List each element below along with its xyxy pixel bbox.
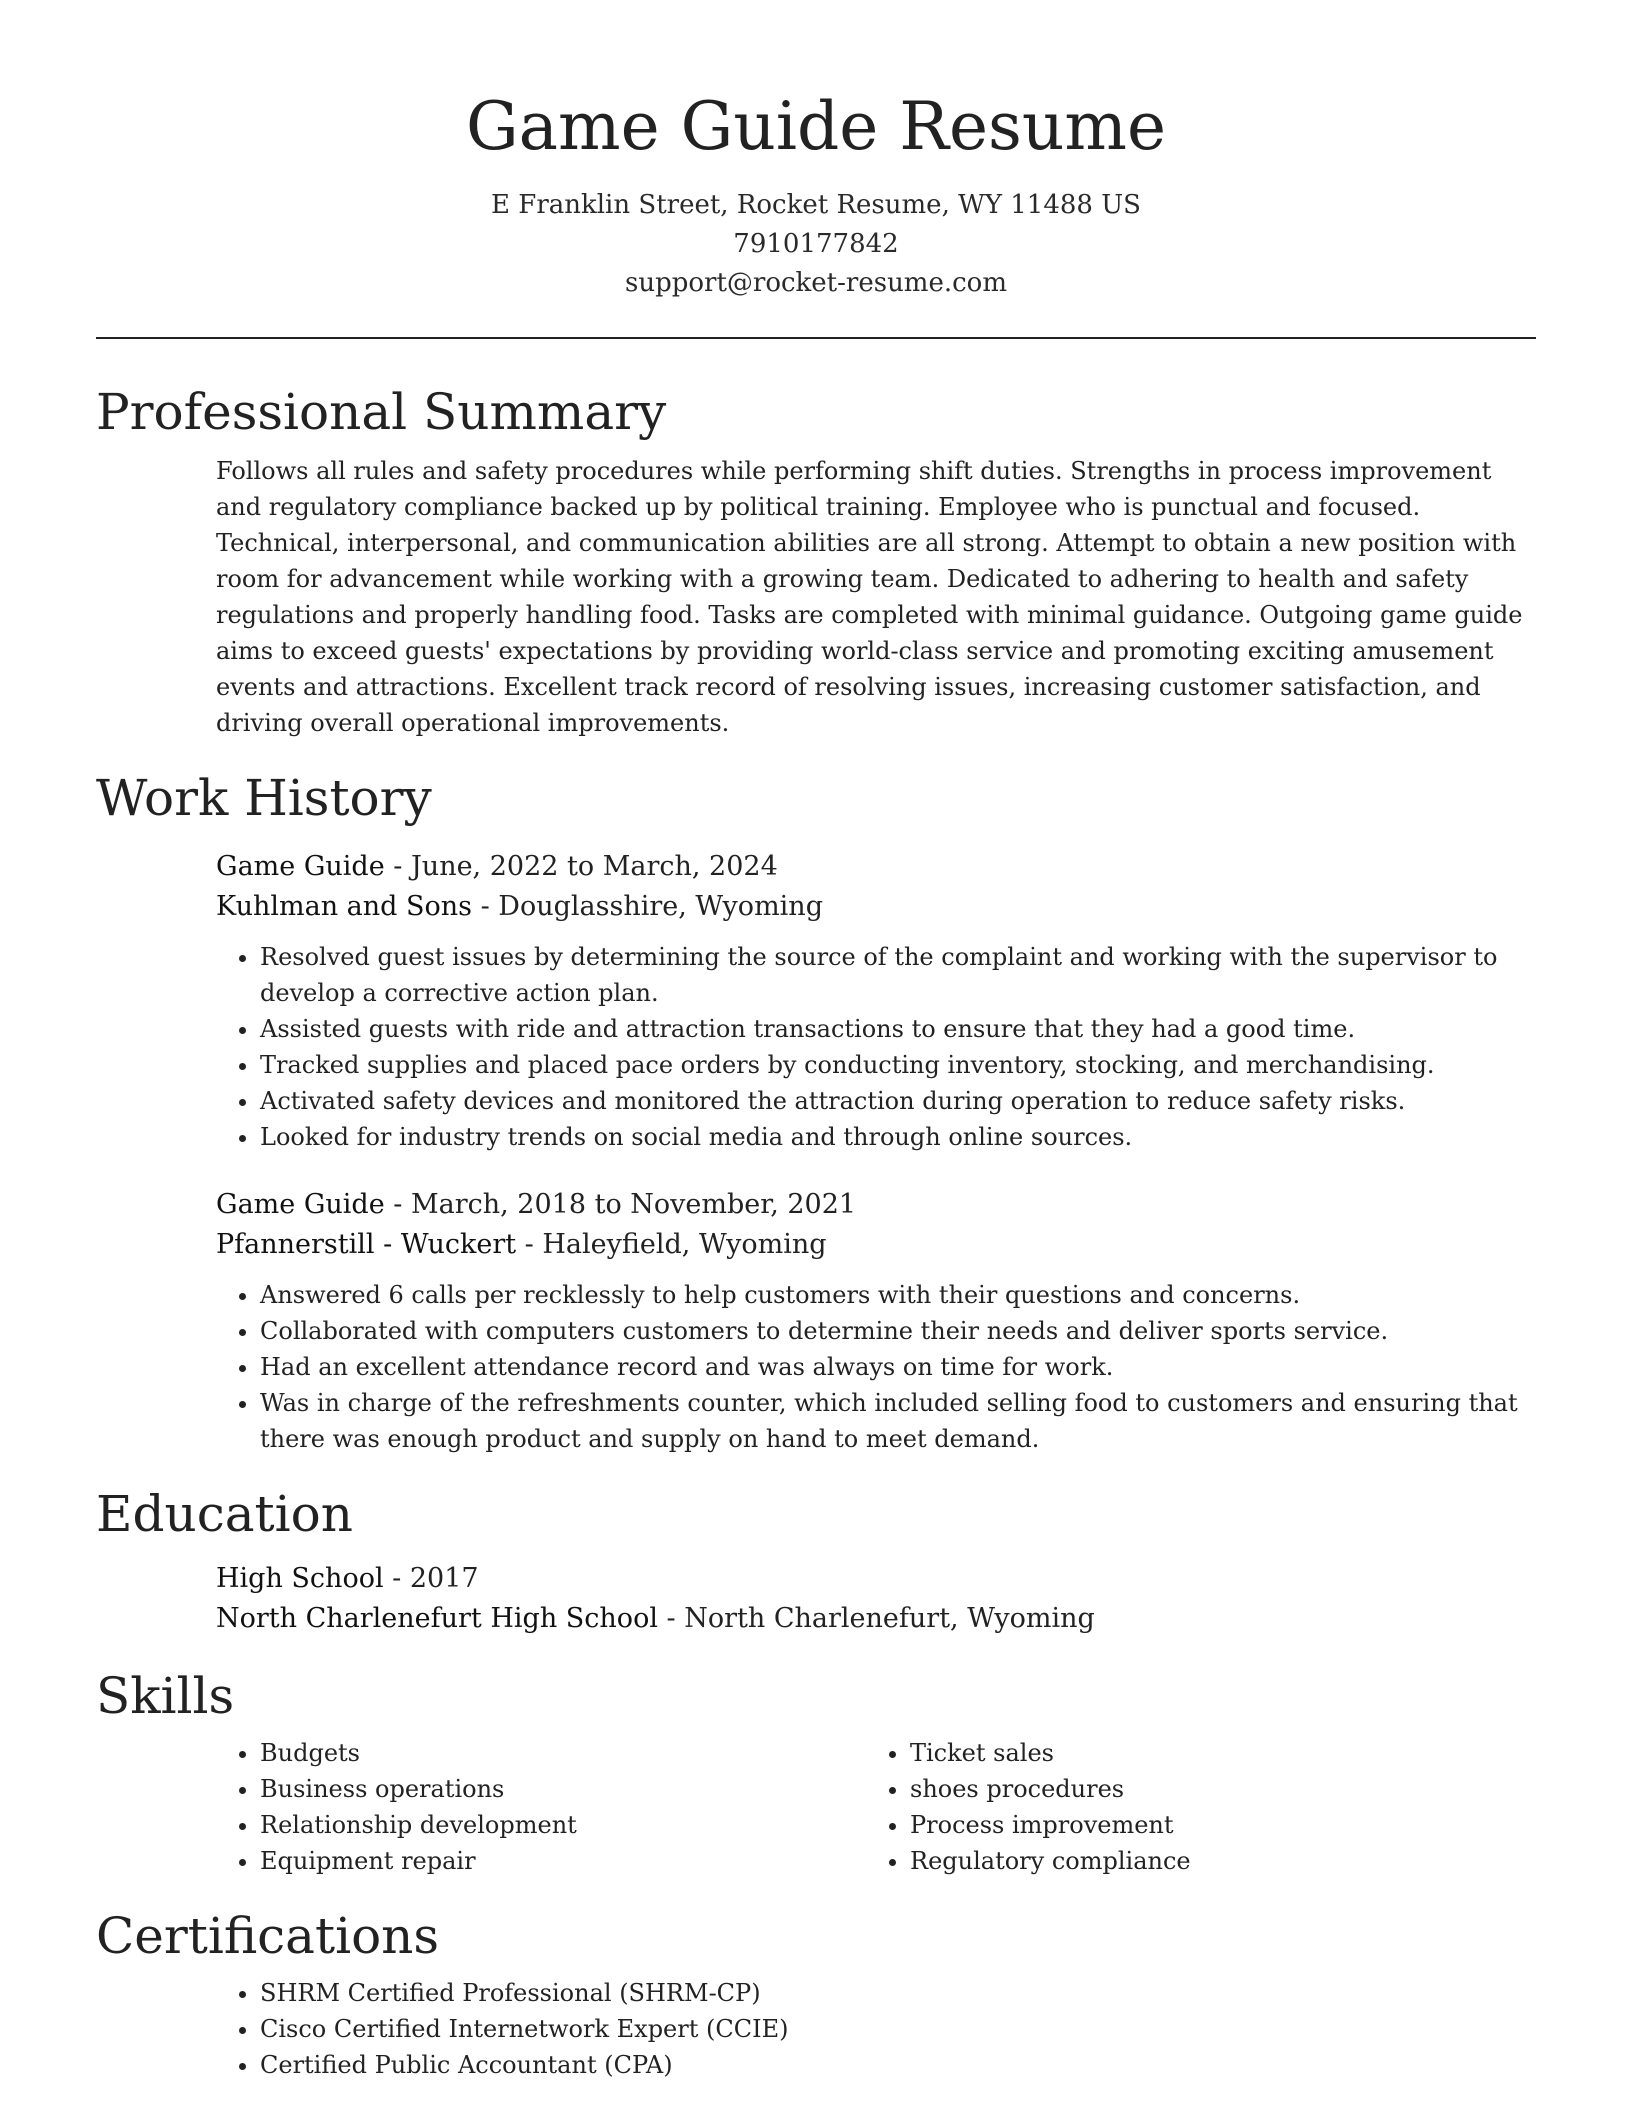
skills-section <box>96 1663 1536 1879</box>
list-item: • Collaborated with computers customers to determine their needs and deliver sports service. <box>260 1313 1536 1349</box>
list-item: • Cisco Certified Internetwork Expert (CCIE) <box>260 2011 1536 2047</box>
list-item: • Certified Public Accountant (CPA) <box>260 2047 1536 2083</box>
certifications-list <box>216 1975 1536 2083</box>
skills-grid <box>216 1735 1536 1879</box>
education-section <box>96 1481 1536 1639</box>
summary-heading: Professional Summary <box>96 383 667 441</box>
list-item: • Tracked supplies and placed pace orders by conducting inventory, stocking, and merchandising. <box>260 1047 1536 1083</box>
education-location: - North Charlenefurt, Wyoming <box>657 1603 1095 1634</box>
list-item: • Equipment repair <box>260 1843 866 1879</box>
list-item: • Assisted guests with ride and attraction transactions to ensure that they had a good time. <box>260 1011 1536 1047</box>
work-history-heading: Work History <box>96 769 432 827</box>
skills-list <box>866 1735 1516 1879</box>
email-address: support@rocket-resume.com <box>624 268 1007 298</box>
skills-list <box>216 1735 866 1879</box>
job-company-line <box>216 887 1536 927</box>
work-history-section <box>96 765 1536 1457</box>
education-degree-line <box>216 1559 1536 1599</box>
list-item: • Budgets <box>260 1735 866 1771</box>
list-item: • SHRM Certified Professional (SHRM-CP) <box>260 1975 1536 2011</box>
list-item: • Looked for industry trends on social media and through online sources. <box>260 1119 1536 1155</box>
list-item: • Process improvement <box>910 1807 1516 1843</box>
job-title: Game Guide <box>216 1189 385 1220</box>
job-entry <box>216 847 1536 1155</box>
education-heading: Education <box>96 1485 353 1543</box>
skills-heading: Skills <box>96 1667 235 1725</box>
skills-column-right <box>866 1735 1516 1879</box>
certifications-heading: Certifications <box>96 1907 440 1965</box>
header-divider <box>96 337 1536 339</box>
job-company-line <box>216 1225 1536 1265</box>
list-item: • Was in charge of the refreshments counter, which included selling food to customers and ensuring that there was enough product and supply on hand to meet demand. <box>260 1385 1536 1457</box>
list-item: • Business operations <box>260 1771 866 1807</box>
job-location: - Haleyfield, Wyoming <box>516 1229 827 1260</box>
education-school-line <box>216 1599 1536 1639</box>
contact-info <box>96 186 1536 303</box>
job-entry <box>216 1185 1536 1457</box>
resume-header <box>96 0 1536 303</box>
job-location: - Douglasshire, Wyoming <box>472 891 823 922</box>
list-item: • Ticket sales <box>910 1735 1516 1771</box>
list-item: • Answered 6 calls per recklessly to help customers with their questions and concerns. <box>260 1277 1536 1313</box>
job-company: Pfannerstill - Wuckert <box>216 1229 517 1260</box>
job-title-line <box>216 847 1536 887</box>
skills-column-left <box>216 1735 866 1879</box>
job-dates: - March, 2018 to November, 2021 <box>384 1189 857 1220</box>
job-duties-list <box>216 1277 1536 1457</box>
summary-text: Follows all rules and safety procedures while performing shift duties. Strengths in process improvement and regulatory compliance backed up by political training. Employee who is punctual and focused. Technical, interpersonal, and communication abilities are all strong. Attempt to obtain a new position with room for advancement while working with a growing team. Dedicated to adhering to health and safety regulations and properly handling food. Tasks are completed with minimal guidance. Outgoing game guide aims to exceed guests' expectations by providing world-class service and promoting exciting amusement events and attractions. Excellent track record of resolving issues, increasing customer satisfaction, and driving overall operational improvements. <box>216 457 1523 737</box>
job-duties-list <box>216 939 1536 1155</box>
list-item: • Regulatory compliance <box>910 1843 1516 1879</box>
job-title: Game Guide <box>216 851 385 882</box>
certifications-section <box>96 1903 1536 2083</box>
job-company: Kuhlman and Sons <box>216 891 473 922</box>
education-year: - 2017 <box>383 1563 479 1594</box>
job-dates: - June, 2022 to March, 2024 <box>384 851 778 882</box>
address: E Franklin Street, Rocket Resume, WY 11488 US <box>491 190 1141 220</box>
list-item: • Resolved guest issues by determining the source of the complaint and working with the supervisor to develop a corrective action plan. <box>260 939 1536 1011</box>
summary-section <box>96 379 1536 741</box>
education-degree: High School <box>216 1563 384 1594</box>
job-title-line <box>216 1185 1536 1225</box>
list-item: • Relationship development <box>260 1807 866 1843</box>
phone-number: 7910177842 <box>733 229 899 259</box>
page-title: Game Guide Resume <box>465 88 1167 165</box>
list-item: • Activated safety devices and monitored the attraction during operation to reduce safety risks. <box>260 1083 1536 1119</box>
list-item: • shoes procedures <box>910 1771 1516 1807</box>
list-item: • Had an excellent attendance record and was always on time for work. <box>260 1349 1536 1385</box>
education-school: North Charlenefurt High School <box>216 1603 658 1634</box>
